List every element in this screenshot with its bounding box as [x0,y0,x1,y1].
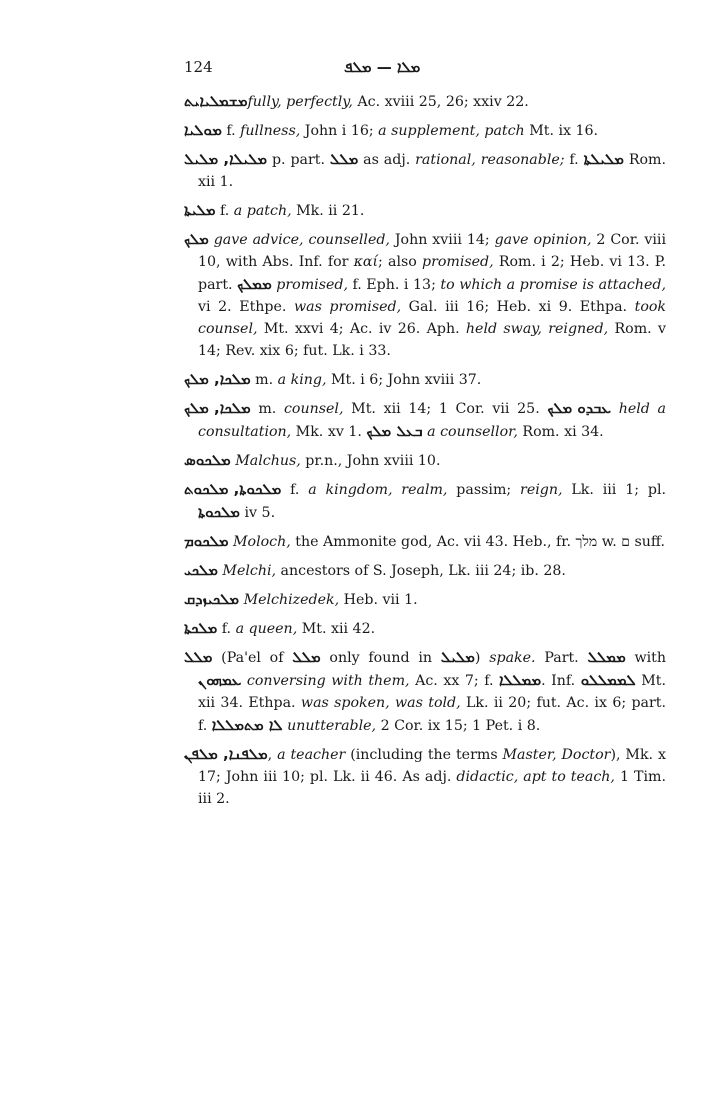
entry-text: Mt. ix 16. [524,123,599,139]
entry-gloss: fully, perfectly, [247,94,353,110]
dictionary-entry [184,119,666,142]
entry-gloss: a counsellor, [427,424,518,440]
entry-text: m. [250,372,278,388]
entry-text: ), Mk. x 17; John iii 10; pl. Lk. ii 46. As adj. [198,747,666,785]
entry-gloss: reign, [520,482,563,498]
entry-text: Mt. xii 34. Ethpa. [198,673,667,711]
entry-text: Ac. xx 7; f. [409,673,499,689]
entry-text: . Inf. [541,673,581,689]
entry-gloss: a patch, [233,203,292,219]
syriac-word: ܥܡܗܘܢ [198,671,242,689]
entry-gloss: a queen, [235,621,298,637]
entry-text: f. [281,482,309,498]
entry-text: Lk. iii 1; pl. [562,482,666,498]
syriac-word: ܡܠܠ [292,648,321,666]
entry-gloss: a teacher [277,747,346,763]
entry-text: Lk. ii 20; fut. Ac. ix 6; part. f. [198,695,666,734]
entry-text: (Pa'el of [212,650,293,666]
syriac-word: ܒܥܠ ܡܠܟ [366,422,423,440]
entry-text: f. [221,123,241,139]
entry-gloss: gave opinion, [494,232,592,248]
entry-gloss: Malchus, [235,453,301,469]
dictionary-entry [184,588,666,611]
syriac-word: ܡܠܝܠܬܐ [583,150,624,168]
entry-text: Mt. xii 14; 1 Cor. vii 25. [343,401,548,417]
page-header [184,58,659,80]
entry-headword: ܡܠܠ [184,648,213,666]
entry-gloss: Melchi, [222,563,277,579]
entry-text: iv 5. [239,505,276,521]
entry-text: with [625,650,667,666]
entry-gloss: to which a promise is attached, [440,277,667,293]
entry-gloss: didactic, apt to teach, [456,769,615,785]
running-head: ܡܠܐ — ܡܠܦ [344,58,421,76]
entry-gloss: rational, reasonable; [415,152,565,168]
entry-gloss: counsel, [283,401,344,417]
entry-text: ) [474,650,490,666]
dictionary-entry [184,478,666,524]
entry-headword: ܡܠܟܬܐ [184,619,218,637]
entry-headword: ܡܠܟ [184,230,209,248]
dictionary-entry [184,90,666,113]
entry-text: Mt. xii 42. [297,621,376,637]
dictionary-entry [184,559,666,582]
entry-text: John xviii 14; [389,232,495,248]
dictionary-entry [184,617,666,640]
dictionary-entry [184,743,666,810]
hebrew-word: ם [621,534,630,550]
entry-headword: ܡܠܟܘܬܐ, ܡܠܟܘܬ [184,480,282,498]
syriac-word: ܡܡܠܠ [587,648,626,666]
entry-gloss: a king, [277,372,327,388]
page-number: 124 [184,58,213,76]
entry-gloss: conversing with them, [246,673,410,689]
entry-text: 2 Cor. ix 15; 1 Pet. i 8. [376,718,541,734]
entry-headword: ܡܠܟܐ, ܡܠܟ [184,399,251,417]
entry-text: Mk. xv 1. [291,424,367,440]
entry-gloss: καί [353,254,379,270]
dictionary-entries [184,90,666,816]
entry-gloss: fullness, [240,123,301,139]
entry-headword: ܡܠܦܢܐ, ܡܠܦܢ [184,745,268,763]
syriac-word: ܡܠܠ [329,150,359,168]
entry-text: f. Eph. i 13; [347,277,441,293]
entry-text: only found in [320,650,441,666]
entry-text: Mt. xxvi 4; Ac. iv 26. Aph. [257,321,466,337]
dictionary-entry [184,199,666,222]
entry-text: Rom. xi 34. [517,424,604,440]
entry-text: m. [250,401,284,417]
entry-gloss: was promised, [293,299,402,315]
entry-text: 2 Cor. viii 10, with Abs. Inf. for [198,232,666,270]
dictionary-entry [184,530,666,553]
entry-text: w. [597,534,622,550]
entry-text: suff. [629,534,665,550]
entry-gloss: Master, Doctor [502,747,611,763]
entry-gloss: Melchizedek, [243,592,340,608]
syriac-word: ܠܐ ܡܬܡܠܠܐ [211,716,283,734]
entry-headword: ܡܠܟܘܣ [184,451,231,469]
entry-text: the Ammonite god, Ac. vii 43. Heb., fr. [290,534,576,550]
entry-headword: ܡܠܟܝ [184,561,218,579]
entry-text: Rom. i 2; Heb. vi 13. P. part. [198,254,666,293]
entry-text: Rom. xii 1. [198,152,667,190]
entry-gloss: spake. [489,650,536,666]
syriac-word: ܡܠܝܠ [440,648,475,666]
dictionary-entry [184,646,666,737]
entry-headword: ܡܠܟܐ, ܡܠܟ [184,370,251,388]
entry-gloss: was spoken, was told, [300,695,461,711]
entry-headword: ܡܠܟܝܙܕܩ [184,590,240,608]
syriac-word: ܠܡܡܠܠܘ [580,671,636,689]
entry-headword: ܡܠܝܠܐ, ܡܠܝܠ [184,150,268,168]
entry-gloss: Moloch, [233,534,291,550]
entry-text: Mk. ii 21. [291,203,365,219]
entry-text: Gal. iii 16; Heb. xi 9. Ethpa. [401,299,635,315]
entry-text: Mt. i 6; John xviii 37. [326,372,482,388]
entry-text: as adj. [358,152,416,168]
entry-text: Ac. xviii 25, 26; xxiv 22. [352,94,529,110]
syriac-word: ܡܡܠܠܐ [499,671,542,689]
dictionary-entry [184,148,666,193]
entry-headword: ܡܠܟܘܡ [184,532,229,550]
dictionary-entry [184,368,666,391]
syriac-word: ܡܡܠܟ [237,275,272,293]
entry-headword: ܡܠܝܬܐ [184,201,216,219]
entry-gloss: unutterable, [287,718,377,734]
entry-text [611,401,619,417]
entry-text: pr.n., John xviii 10. [300,453,441,469]
entry-text: passim; [447,482,521,498]
entry-gloss: promised, [276,277,348,293]
entry-text: f. [217,621,236,637]
dictionary-entry [184,228,666,362]
entry-text: f. [215,203,234,219]
entry-text: , [267,747,278,763]
entry-text: Rom. v 14; Rev. xix 6; fut. Lk. i 33. [198,321,666,359]
syriac-word: ܥܒܕܘ ܡܠܟ [547,399,612,417]
entry-text: Heb. vii 1. [339,592,418,608]
entry-gloss: took counsel, [198,299,667,337]
entry-gloss: held a consultation, [198,401,666,440]
hebrew-word: מלך [575,534,598,550]
entry-headword: ܡܘܠܝܐ [184,121,222,139]
entry-gloss: a kingdom, realm, [308,482,448,498]
entry-gloss: held sway, reigned, [465,321,609,337]
entry-gloss: promised, [421,254,494,270]
entry-text: Part. [535,650,588,666]
dictionary-entry [184,397,666,443]
entry-text: (including the terms [345,747,503,763]
entry-text: 1 Tim. iii 2. [198,769,667,807]
syriac-word: ܡܠܟܘܬܐ [198,503,240,521]
entry-text: ancestors of S. Joseph, Lk. iii 24; ib. 28. [276,563,566,579]
entry-text: ; also [378,254,422,270]
entry-headword: ܡܫܡܠܝܐܝܬ [184,92,248,110]
dictionary-entry [184,449,666,472]
entry-text: vi 2. Ethpe. [198,299,294,315]
entry-text: John i 16; [300,123,379,139]
entry-text: f. [564,152,584,168]
entry-gloss: a supplement, patch [378,123,525,139]
entry-text: p. part. [267,152,330,168]
entry-gloss: gave advice, counselled, [213,232,390,248]
